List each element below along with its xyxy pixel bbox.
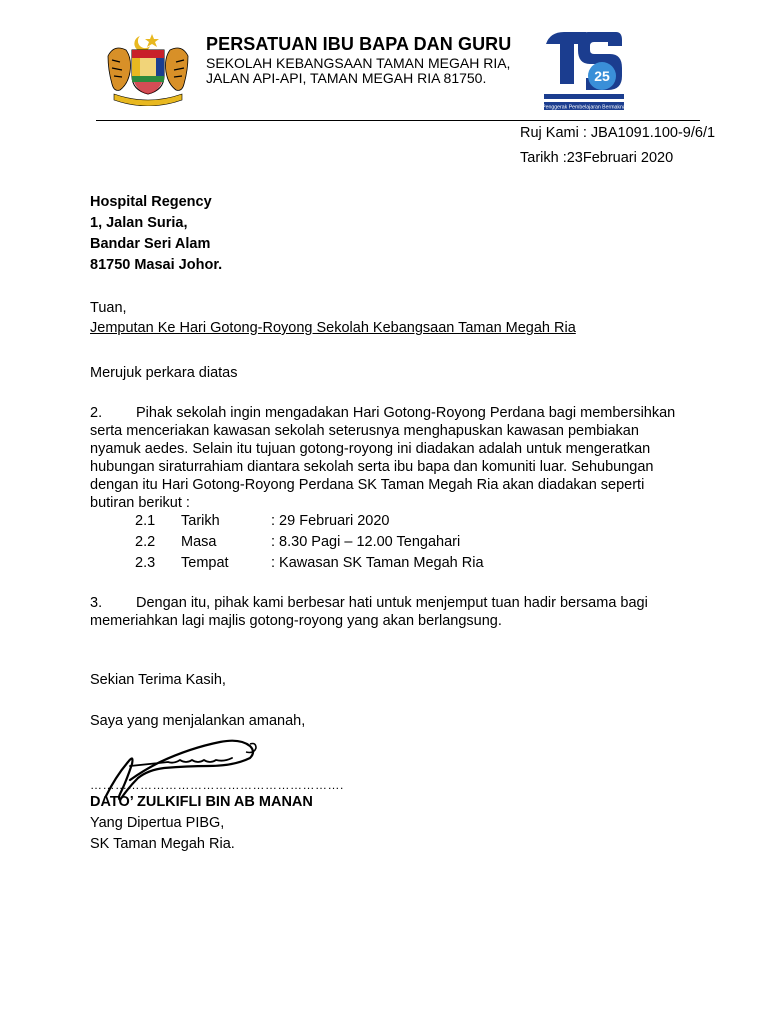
paragraph-3 bbox=[90, 594, 690, 630]
paragraph-2 bbox=[90, 404, 690, 512]
intro-text: Merujuk perkara diatas bbox=[90, 365, 238, 381]
reference-number: Ruj Kami : JBA1091.100-9/6/1 bbox=[520, 125, 716, 141]
address-line-2: JALAN API-API, TAMAN MEGAH RIA 81750. bbox=[206, 70, 487, 86]
detail-label: Masa bbox=[181, 534, 217, 550]
coat-of-arms-logo bbox=[100, 30, 196, 106]
detail-number: 2.2 bbox=[135, 534, 156, 550]
closing-text: Sekian Terima Kasih, bbox=[90, 672, 226, 688]
paragraph-2-text: Pihak sekolah ingin mengadakan Hari Gotong-Royong Perdana bagi membersihkan serta menceriakan kawasan sekolah seterusnya menghapuskan kawasan pembiakan nyamuk aedes. Selain itu tujuan gotong-royong ini diadakan adalah untuk mengeratkan hubungan siraturrahiam diantara sekolah serta ibu bapa dan komuniti luar. Sehubungan dengan itu Hari Gotong-Royong Perdana SK Taman Megah Ria akan diadakan seperti butiran berikut : bbox=[90, 405, 676, 511]
recipient-address-line-2: Bandar Seri Alam bbox=[90, 236, 211, 252]
svg-text:25: 25 bbox=[594, 68, 610, 84]
paragraph-3-number: 3. bbox=[90, 595, 103, 611]
handwritten-signature bbox=[100, 722, 270, 804]
address-line-1: SEKOLAH KEBANGSAAN TAMAN MEGAH RIA, bbox=[206, 55, 511, 71]
header-divider bbox=[96, 120, 700, 121]
paragraph-2-number: 2. bbox=[90, 405, 103, 421]
ts25-logo-caption: Penggerak Pembelajaran Bermakna bbox=[542, 104, 626, 111]
detail-row-time bbox=[135, 533, 460, 551]
ts25-logo bbox=[538, 22, 628, 114]
letter-date: Tarikh :23Februari 2020 bbox=[520, 150, 674, 166]
recipient-address-line-3: 81750 Masai Johor. bbox=[90, 257, 223, 273]
detail-number: 2.3 bbox=[135, 555, 156, 571]
letter-subject: Jemputan Ke Hari Gotong-Royong Sekolah Kebangsaan Taman Megah Ria bbox=[90, 320, 576, 336]
signatory-name: DATO’ ZULKIFLI BIN AB MANAN bbox=[90, 794, 313, 810]
detail-value: : Kawasan SK Taman Megah Ria bbox=[271, 555, 484, 571]
sign-off-text: Saya yang menjalankan amanah, bbox=[90, 713, 306, 729]
organization-name: PERSATUAN IBU BAPA DAN GURU bbox=[206, 34, 512, 54]
signatory-organization: SK Taman Megah Ria. bbox=[90, 836, 235, 852]
recipient-address-line-1: 1, Jalan Suria, bbox=[90, 215, 188, 231]
detail-number: 2.1 bbox=[135, 513, 156, 529]
recipient-name: Hospital Regency bbox=[90, 194, 212, 210]
signature-line: ……………………………………………………. bbox=[90, 778, 344, 792]
paragraph-3-text: Dengan itu, pihak kami berbesar hati untuk menjemput tuan hadir bersama bagi memeriahkan lagi majlis gotong-royong yang akan berlangsung. bbox=[90, 595, 648, 629]
detail-value: : 8.30 Pagi – 12.00 Tengahari bbox=[271, 534, 461, 550]
detail-row-venue bbox=[135, 554, 484, 572]
detail-value: : 29 Februari 2020 bbox=[271, 513, 390, 529]
detail-label: Tempat bbox=[181, 555, 229, 571]
signatory-title: Yang Dipertua PIBG, bbox=[90, 815, 225, 831]
salutation: Tuan, bbox=[90, 300, 127, 316]
detail-row-date bbox=[135, 512, 390, 530]
detail-label: Tarikh bbox=[181, 513, 220, 529]
